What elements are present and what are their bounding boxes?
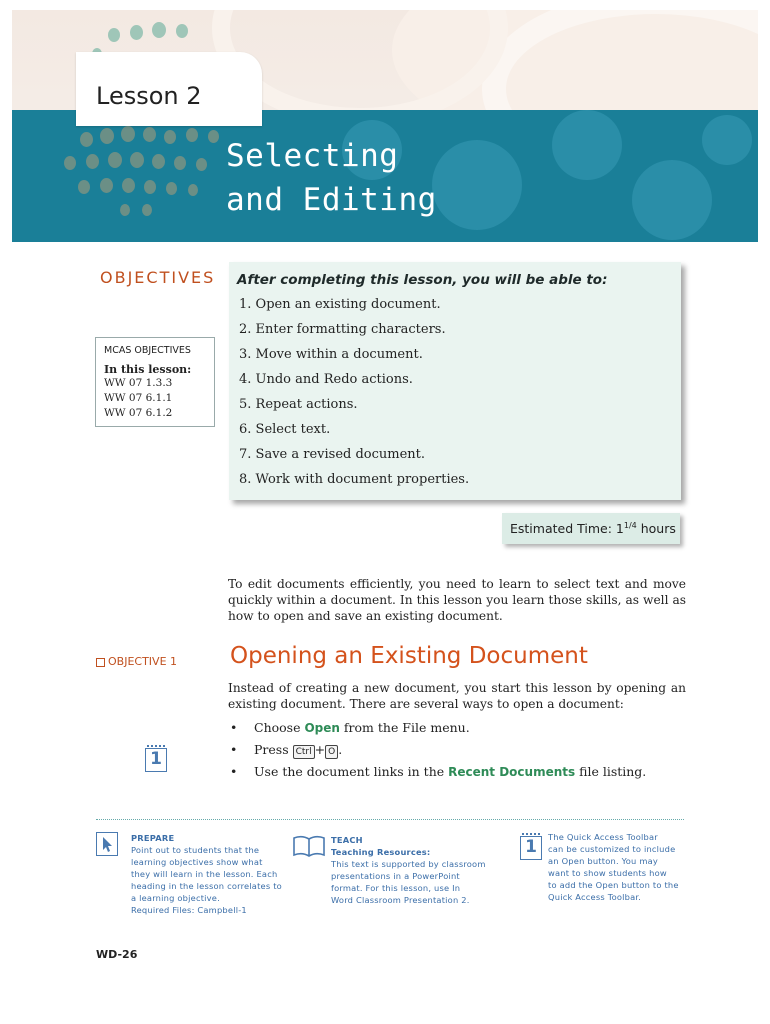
mcas-subtitle: In this lesson: — [104, 363, 192, 376]
toolbar-note — [548, 831, 679, 903]
list-item — [230, 742, 343, 757]
menu-command: Recent Documents — [448, 765, 576, 779]
note-line: Point out to students that the — [131, 845, 260, 855]
mcas-title: MCAS OBJECTIVES — [104, 345, 191, 356]
estimated-time-fraction: 1/4 — [623, 521, 637, 530]
chapter-title-line: and Editing — [226, 182, 437, 218]
note-line: Quick Access Toolbar. — [548, 892, 642, 902]
page-number: WD-26 — [96, 948, 138, 961]
band-circle — [432, 140, 522, 230]
bullet-text: Press — [254, 742, 293, 757]
chapter-title-line: Selecting — [226, 138, 399, 174]
note-line: Required Files: Campbell-1 — [131, 905, 247, 915]
book-icon — [292, 834, 326, 862]
band-circle — [632, 160, 712, 240]
estimated-time-suffix: hours — [636, 521, 676, 537]
note-line: heading in the lesson correlates to — [131, 881, 282, 891]
objective-item: 4. Undo and Redo actions. — [239, 372, 413, 387]
chapter-title — [226, 134, 437, 222]
mcas-code: WW 07 6.1.2 — [104, 407, 173, 419]
note-line: format. For this lesson, use In — [331, 883, 461, 893]
mcas-code: WW 07 1.3.3 — [104, 377, 173, 389]
objective-item: 3. Move within a document. — [239, 347, 423, 362]
note-line: to add the Open button to the — [548, 880, 679, 890]
note-line: can be customized to include — [548, 844, 676, 854]
objective-item: 6. Select text. — [239, 422, 331, 437]
note-line: an Open button. You may — [548, 856, 659, 866]
divider — [96, 819, 684, 820]
note-line: learning objectives show what — [131, 857, 263, 867]
prepare-note — [131, 832, 282, 916]
prepare-heading: PREPARE — [131, 833, 175, 843]
teach-subheading: Teaching Resources: — [331, 847, 431, 857]
bullet-text: from the File menu. — [339, 720, 470, 735]
bullet-text: Use the document links in the — [254, 764, 449, 779]
section-paragraph: Instead of creating a new document, you start this lesson by opening an existing document. There are several ways to open a document: — [228, 681, 686, 711]
objective-label — [96, 655, 177, 668]
calendar-icon-number: 1 — [525, 837, 537, 857]
ctrl-key-icon: Ctrl — [293, 745, 315, 759]
estimated-time-prefix: Estimated Time: 1 — [510, 521, 624, 537]
teach-heading: TEACH — [331, 835, 363, 845]
list-item — [230, 764, 647, 779]
band-circle — [702, 115, 752, 165]
note-line: a learning objective. — [131, 893, 220, 903]
section-heading: Opening an Existing Document — [230, 643, 588, 669]
list-item — [230, 720, 470, 735]
bullet-text: . — [338, 742, 343, 757]
note-line: Word Classroom Presentation 2. — [331, 895, 470, 905]
estimated-time — [510, 521, 676, 536]
objective-label-text: OBJECTIVE 1 — [108, 655, 178, 668]
objective-item: 8. Work with document properties. — [239, 472, 470, 487]
calendar-icon — [145, 748, 167, 772]
cursor-arrow-icon — [96, 832, 118, 856]
checkbox-icon — [96, 658, 105, 667]
objective-item: 7. Save a revised document. — [239, 447, 426, 462]
o-key-icon: O — [325, 745, 338, 759]
calendar-icon-number: 1 — [150, 749, 162, 769]
bullet-icon: • — [230, 742, 238, 757]
mcas-code: WW 07 6.1.1 — [104, 392, 173, 404]
objective-item: 5. Repeat actions. — [239, 397, 358, 412]
bullet-icon: • — [230, 720, 238, 735]
menu-command: Open — [304, 721, 340, 735]
bullet-icon: • — [230, 764, 238, 779]
intro-paragraph: To edit documents efficiently, you need to learn to select text and move quickly within a document. In this lesson you learn those skills, as well as how to open and save an existing document. — [228, 577, 686, 623]
note-line: The Quick Access Toolbar — [548, 832, 658, 842]
objective-item: 2. Enter formatting characters. — [239, 322, 446, 337]
note-line: This text is supported by classroom — [331, 859, 486, 869]
note-line: presentations in a PowerPoint — [331, 871, 460, 881]
objective-item: 1. Open an existing document. — [239, 297, 441, 312]
objectives-intro: After completing this lesson, you will be able to: — [237, 272, 608, 288]
note-line: they will learn in the lesson. Each — [131, 869, 278, 879]
plus-sign: + — [314, 742, 326, 757]
lesson-label: Lesson 2 — [96, 82, 202, 110]
teach-note — [331, 834, 486, 906]
calendar-icon — [520, 836, 542, 860]
bullet-text: Choose — [254, 720, 305, 735]
note-line: want to show students how — [548, 868, 667, 878]
bullet-text: file listing. — [575, 764, 647, 779]
band-circle — [552, 110, 622, 180]
objectives-heading: OBJECTIVES — [100, 268, 216, 287]
